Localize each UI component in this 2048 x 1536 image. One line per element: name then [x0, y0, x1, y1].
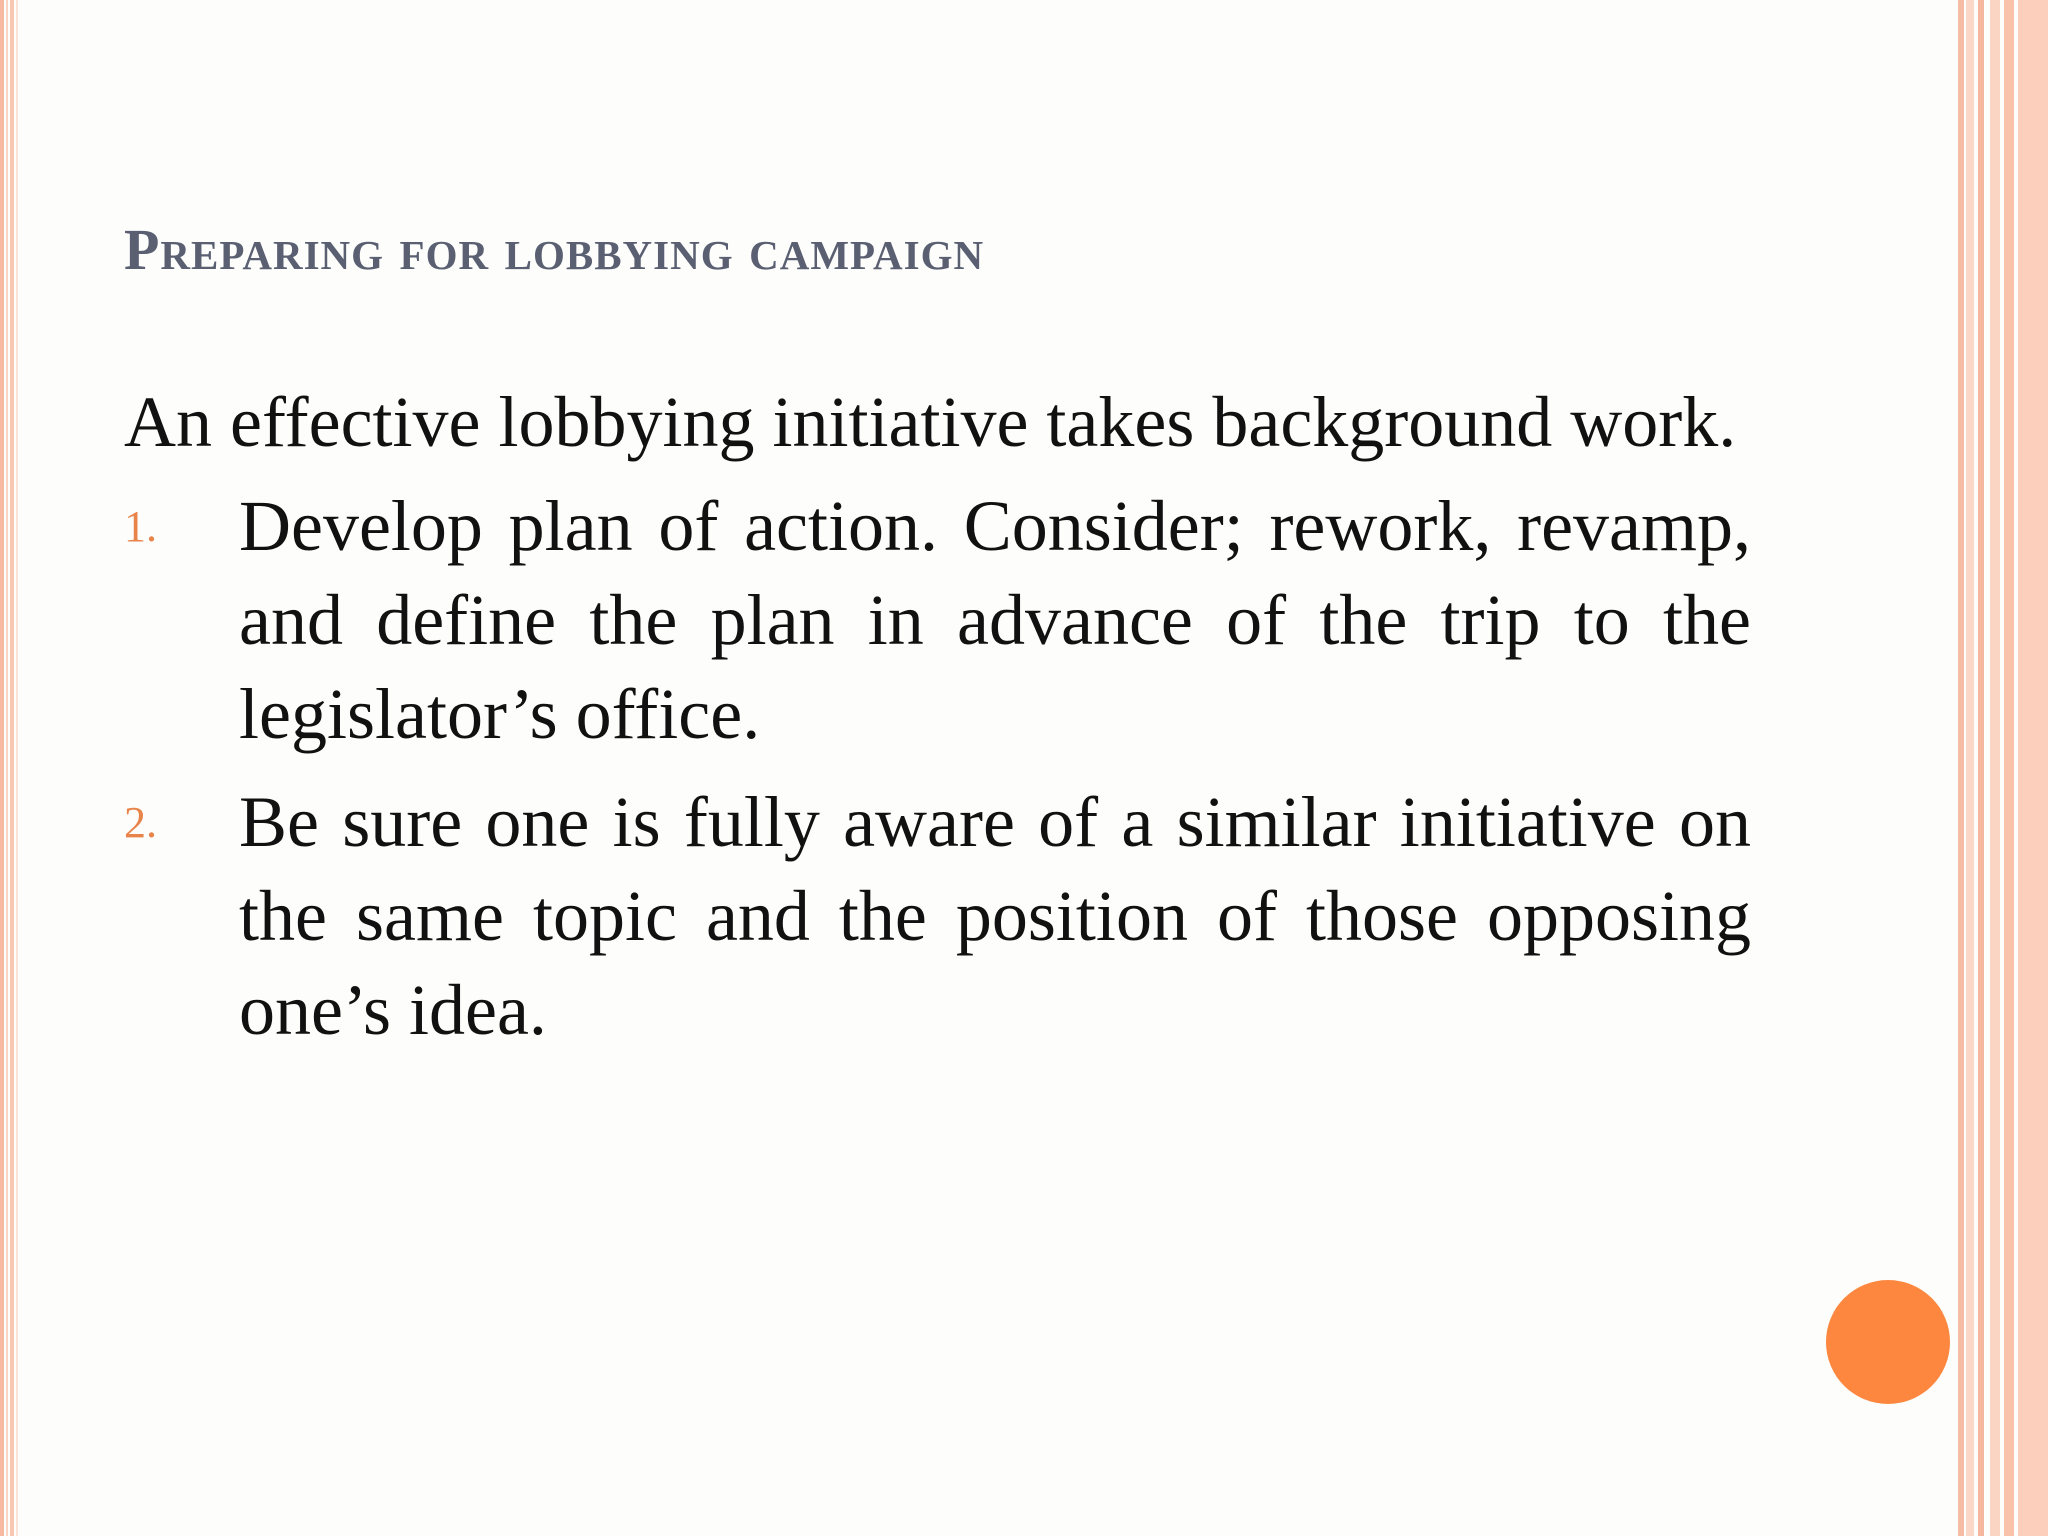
left-border-stripe	[0, 0, 4, 1536]
numbered-list	[124, 479, 1756, 1057]
list-item	[124, 479, 1756, 761]
list-item-number: 2.	[124, 798, 157, 847]
slide-title: Preparing for lobbying campaign	[124, 217, 985, 282]
left-border-stripe	[6, 0, 8, 1536]
right-border-stripe	[1990, 0, 2000, 1536]
left-border-stripe	[10, 0, 14, 1536]
slide-body	[124, 375, 1756, 1071]
right-border-stripe	[1978, 0, 1984, 1536]
right-border-stripe	[1966, 0, 1974, 1536]
right-border-stripe	[1958, 0, 1964, 1536]
right-border-stripe	[2004, 0, 2014, 1536]
list-item	[124, 775, 1756, 1057]
list-item-number: 1.	[124, 502, 157, 551]
decorative-circle	[1826, 1280, 1950, 1404]
list-item-text: Be sure one is fully aware of a similar initiative on the same topic and the position of those opposing one’s idea.	[239, 782, 1751, 1050]
intro-paragraph: An effective lobbying initiative takes background work.	[124, 382, 1737, 462]
list-item-text: Develop plan of action. Consider; rework, revamp, and define the plan in advance of the trip to the legislator’s office.	[239, 486, 1751, 754]
left-border-stripe	[16, 0, 18, 1536]
right-border-stripe	[2018, 0, 2048, 1536]
